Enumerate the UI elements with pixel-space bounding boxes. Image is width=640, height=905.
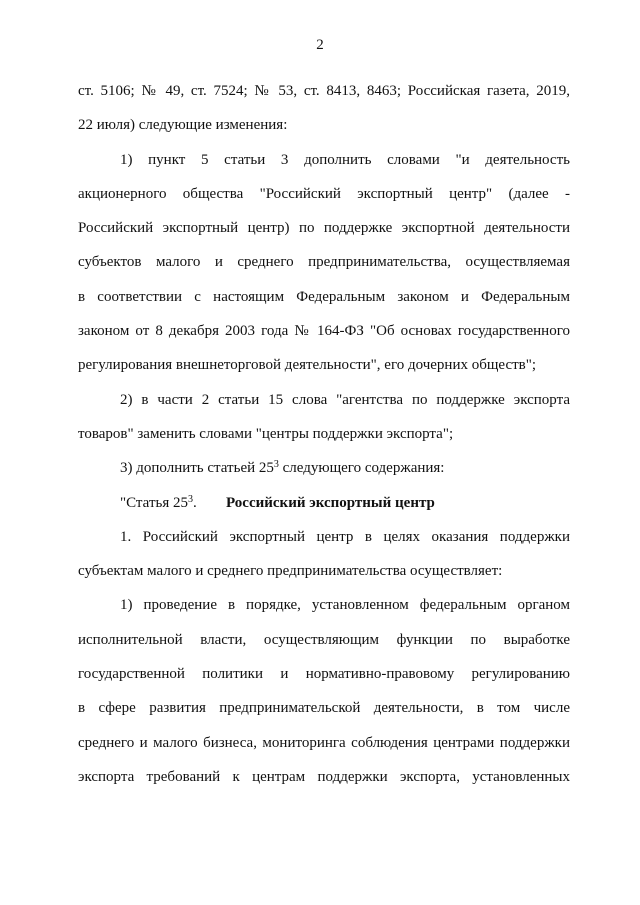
paragraph-item-2 xyxy=(78,383,570,452)
text-line: среднего и малого бизнеса, мониторинга соблюдения центрами поддержки xyxy=(78,734,570,751)
text-line: 2) в части 2 статьи 15 слова "агентства по поддержке экспорта xyxy=(120,391,570,408)
text-fragment: "Статья 25 xyxy=(120,494,188,511)
paragraph-article-1 xyxy=(78,520,570,589)
text-line: 22 июля) следующие изменения: xyxy=(78,117,288,134)
text-line: субъектам малого и среднего предпринимательства осуществляет: xyxy=(78,563,503,580)
text-line: 1. Российский экспортный центр в целях оказания поддержки xyxy=(120,528,570,545)
text-line: Российский экспортный центр) по поддержке экспортной деятельности xyxy=(78,220,570,237)
document-body xyxy=(78,74,570,794)
article-number xyxy=(120,486,226,520)
text-line: регулирования внешнеторговой деятельности", его дочерних обществ"; xyxy=(78,357,537,374)
paragraph-article-subitem-1 xyxy=(78,588,570,794)
text-line: товаров" заменить словами "центры поддержки экспорта"; xyxy=(78,425,454,442)
text-line: акционерного общества "Российский экспортный центр" (далее - xyxy=(78,185,570,202)
text-line: экспорта требований к центрам поддержки экспорта, установленных xyxy=(78,768,570,785)
article-title: Российский экспортный центр xyxy=(226,494,435,511)
paragraph-item-3 xyxy=(78,451,570,485)
text-line: субъектов малого и среднего предпринимательства, осуществляемая xyxy=(78,254,570,271)
text-fragment: следующего содержания: xyxy=(278,460,445,477)
text-fragment: . xyxy=(192,494,197,511)
text-line: исполнительной власти, осуществляющим функции по выработке xyxy=(78,631,570,648)
page-number: 2 xyxy=(316,37,324,53)
article-heading xyxy=(78,486,570,520)
paragraph-intro-continuation xyxy=(78,74,570,143)
text-line: в сфере развития предпринимательской деятельности, в том числе xyxy=(78,700,570,717)
text-line xyxy=(78,451,570,485)
text-line: законом от 8 декабря 2003 года № 164-ФЗ "Об основах государственного xyxy=(78,323,570,340)
text-line: ст. 5106; № 49, ст. 7524; № 53, ст. 8413, 8463; Российская газета, 2019, xyxy=(78,83,570,99)
text-fragment: 3) дополнить статьей 25 xyxy=(120,460,274,477)
superscript: 3 xyxy=(187,493,193,505)
text-line: 1) проведение в порядке, установленном федеральным органом xyxy=(120,597,570,614)
text-line: 1) пункт 5 статьи 3 дополнить словами "и деятельность xyxy=(120,151,570,168)
text-line: в соответствии с настоящим Федеральным законом и Федеральным xyxy=(78,288,570,305)
text-line: государственной политики и нормативно-правовому регулированию xyxy=(78,666,570,683)
paragraph-item-1 xyxy=(78,143,570,383)
superscript: 3 xyxy=(273,459,279,471)
